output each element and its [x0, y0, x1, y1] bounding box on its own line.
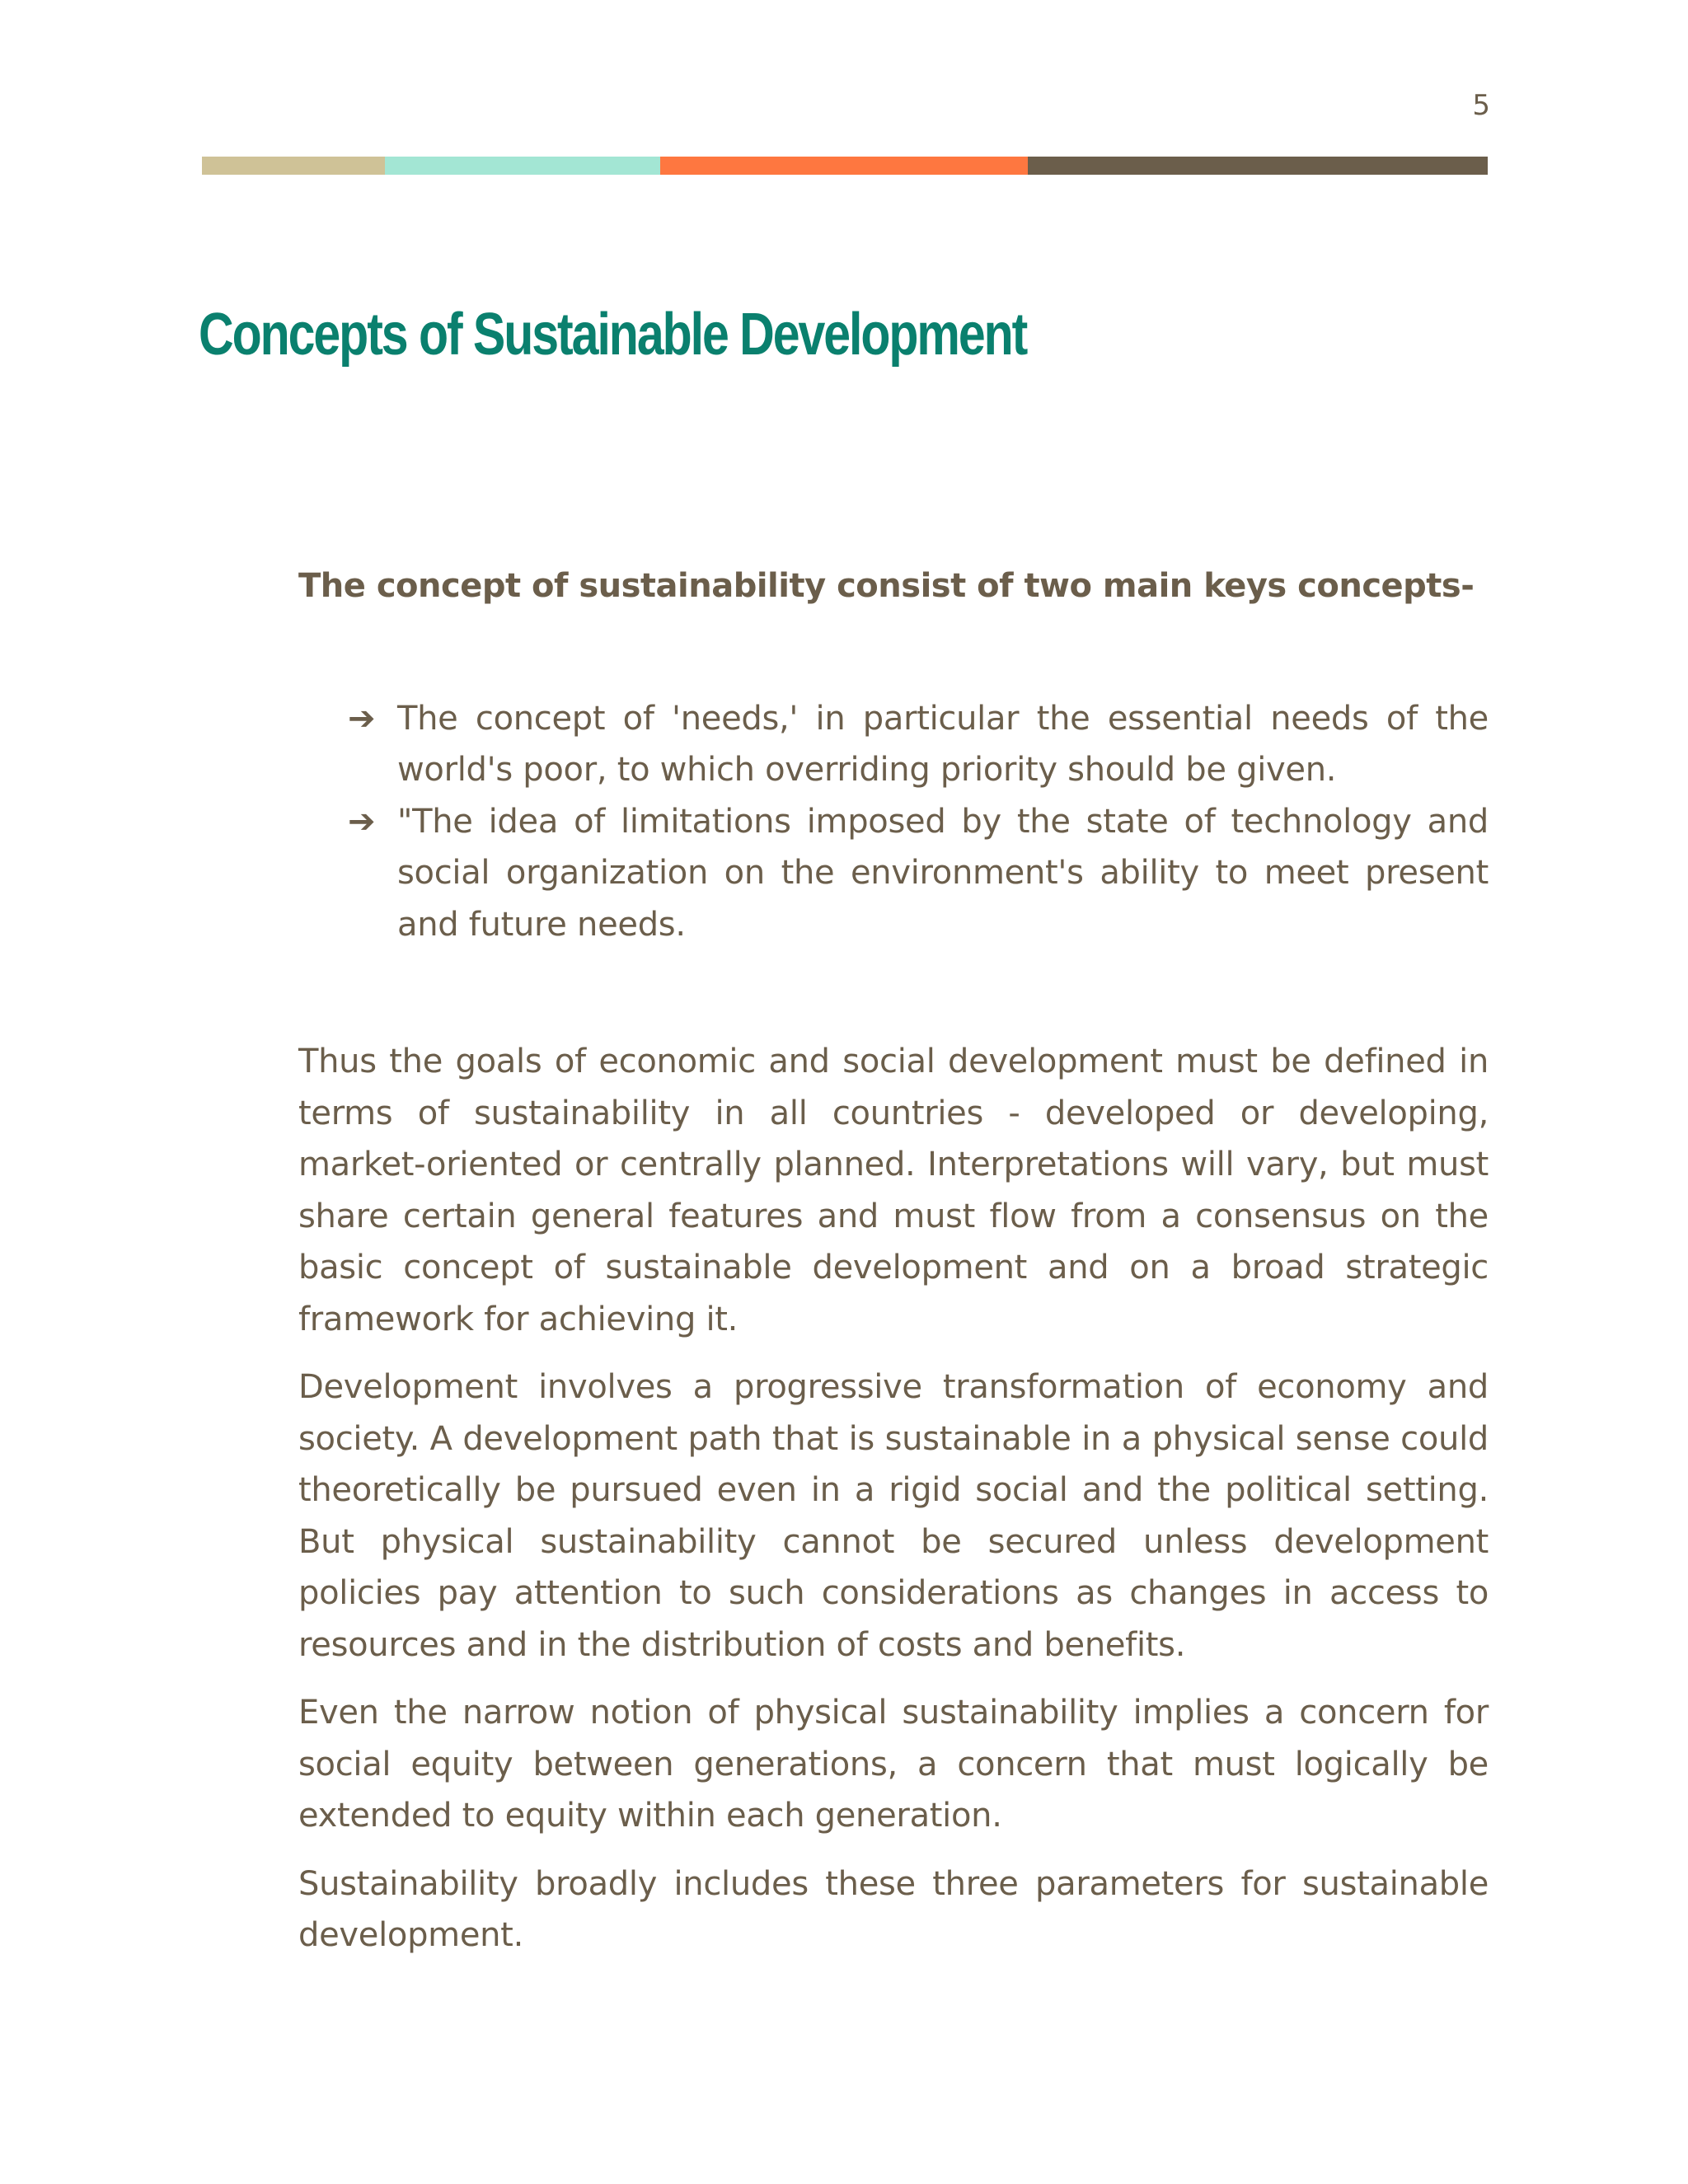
list-item-text: The concept of 'needs,' in particular the essential needs of the world's poor, to which overriding priority should be given.	[397, 699, 1489, 789]
body-paragraph: Sustainability broadly includes these three parameters for sustainable development.	[298, 1864, 1489, 1954]
body-paragraph: Development involves a progressive transformation of economy and society. A development path that is sustainable in a physical sense could theoretically be pursued even in a rigid social and the political setting. But physical sustainability cannot be secured unless development policies pay attention to such considerations as changes in access to resources and in the distribution of costs and benefits.	[298, 1368, 1489, 1664]
color-bar-segment-orange	[660, 157, 1028, 175]
list-item-text: "The idea of limitations imposed by the state of technology and social organization on the environment's ability to meet present and future needs.	[397, 802, 1489, 944]
color-bar-segment-tan	[202, 157, 385, 175]
main-content	[298, 560, 1489, 1978]
page-number: 5	[1472, 89, 1490, 122]
right-arrow-icon: ➔	[348, 699, 376, 738]
color-bar-segment-brown	[1028, 157, 1488, 175]
body-paragraph: Thus the goals of economic and social development must be defined in terms of sustainability in all countries - developed or developing, market-oriented or centrally planned. Interpretations will vary, but must share certain general features and must flow from a consensus on the basic concept of sustainable development and on a broad strategic framework for achieving it.	[298, 1043, 1489, 1338]
key-concepts-list	[298, 693, 1489, 951]
color-bar-segment-mint	[385, 157, 660, 175]
list-item	[348, 693, 1489, 796]
body-paragraph: Even the narrow notion of physical sustainability implies a concern for social equity between generations, a concern that must logically be extended to equity within each generation.	[298, 1694, 1489, 1835]
header-color-bar	[202, 157, 1488, 175]
list-item	[348, 796, 1489, 951]
lead-statement: The concept of sustainability consist of two main keys concepts-	[298, 567, 1475, 605]
right-arrow-icon: ➔	[348, 802, 376, 841]
page-title: Concepts of Sustainable Development	[199, 302, 1027, 368]
